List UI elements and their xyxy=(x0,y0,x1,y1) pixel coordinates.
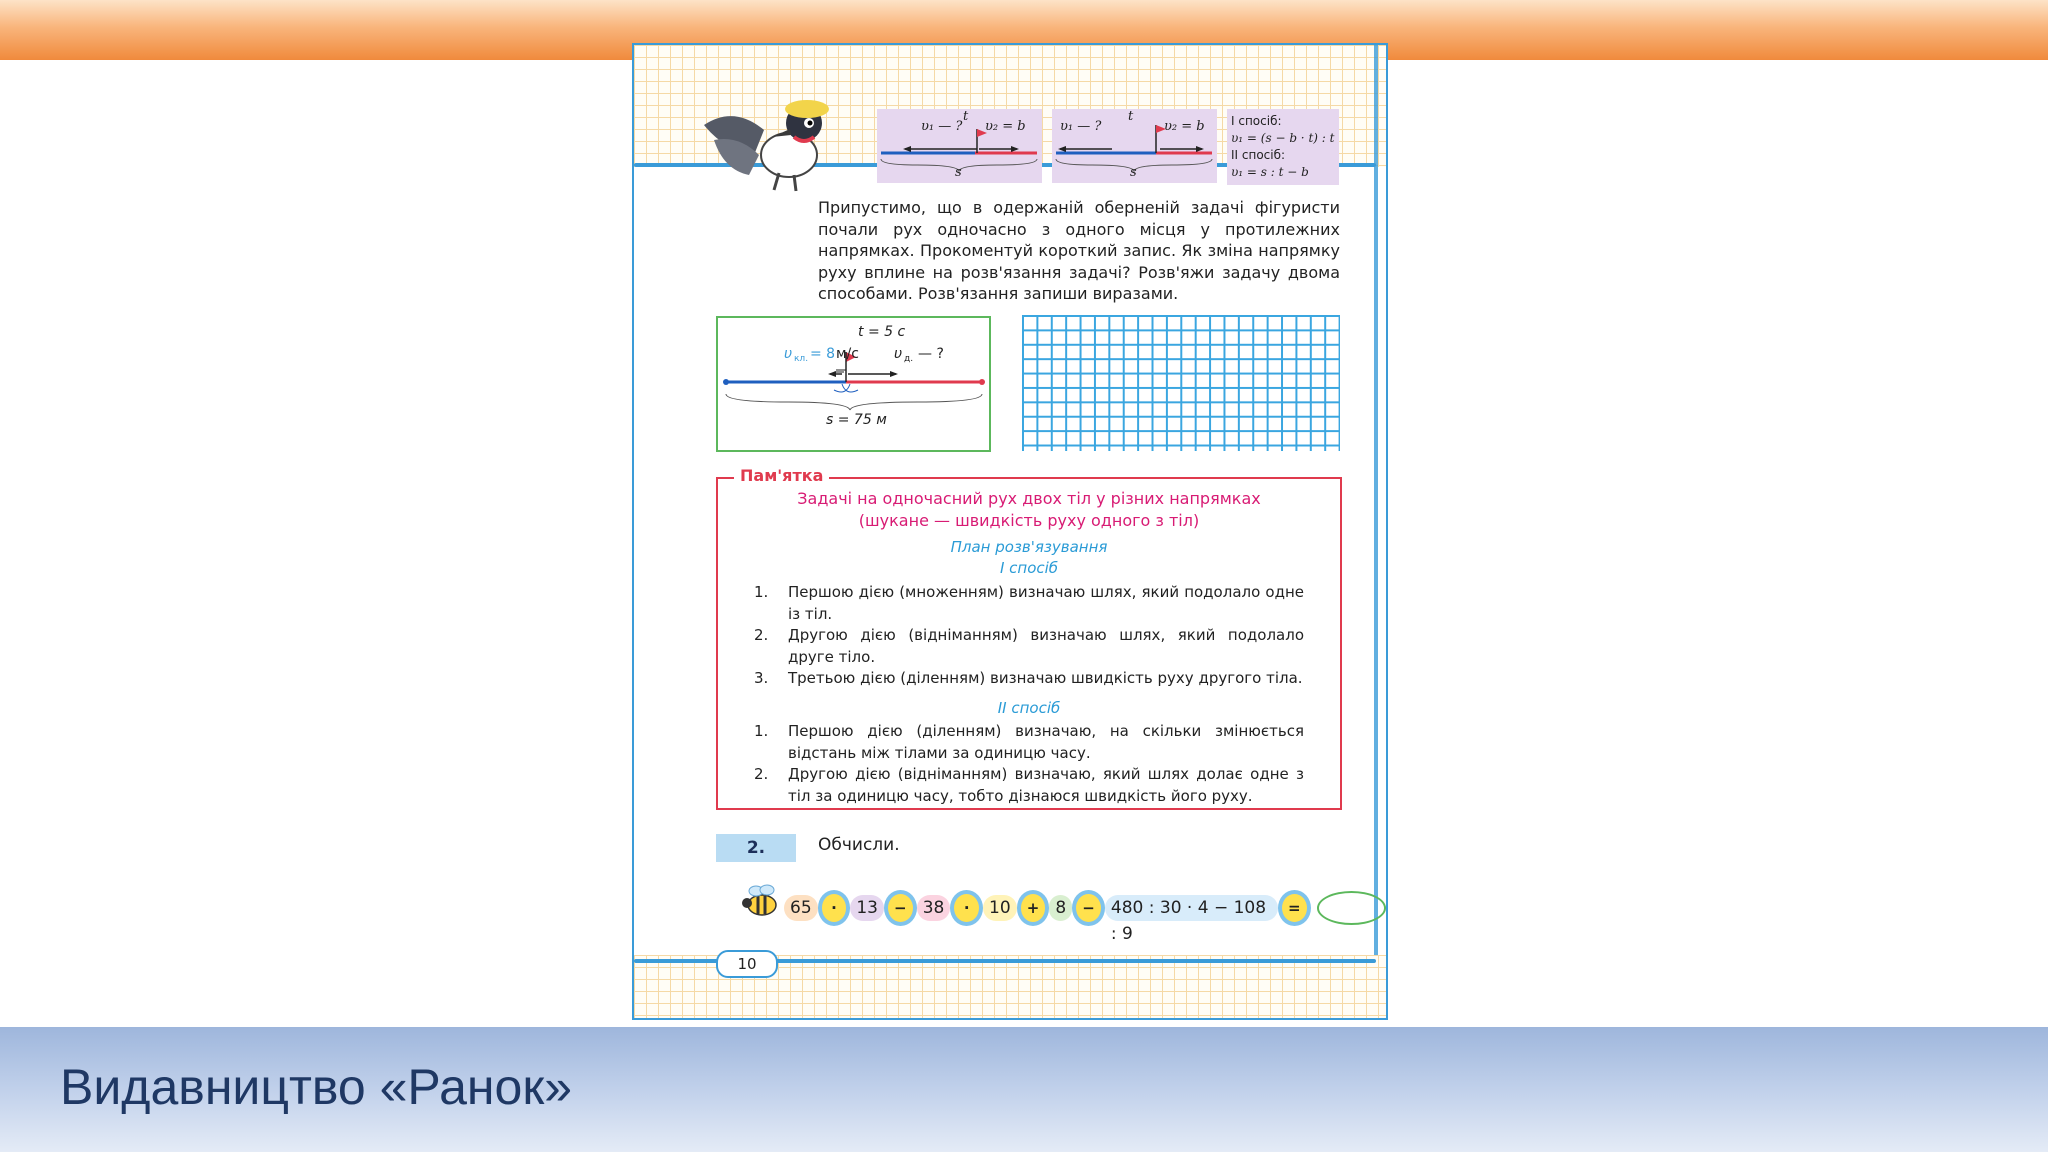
diagram-distance: s = 75 м xyxy=(826,412,887,428)
diagram-v1-label: υ xyxy=(784,346,793,362)
scheme-1 xyxy=(877,109,1042,183)
memo-title: Пам'ятка xyxy=(734,466,829,485)
step-text: Першою дією (множенням) визначаю шлях, який подолало одне із тіл. xyxy=(788,583,1304,623)
motion-diagram xyxy=(716,316,991,452)
calculation-chain xyxy=(784,888,1386,944)
method-1-label: I спосіб: xyxy=(1231,114,1282,128)
step-number: 1. xyxy=(754,722,769,740)
diagram-v2-label: υ xyxy=(894,346,903,362)
step-text: Третьою дією (діленням) визначаю швидкість руху другого тіла. xyxy=(788,669,1303,687)
diagram-v1-unit: м/с xyxy=(836,346,859,362)
answer-oval[interactable] xyxy=(1317,891,1386,925)
task-2-number: 2. xyxy=(716,834,796,862)
chain-number: 10 xyxy=(983,895,1017,921)
memo-plan: План розв'язування xyxy=(950,538,1108,556)
memo-m1-step-1 xyxy=(754,582,1304,625)
step-number: 3. xyxy=(754,669,769,687)
scheme-2-s: s xyxy=(1130,165,1137,180)
step-text: Другою дією (відніманням) визначаю шлях, який подолало друге тіло. xyxy=(788,626,1304,666)
chain-number: 38 xyxy=(917,895,951,921)
flower-operator: − xyxy=(888,894,913,922)
diagram-v1-value: = 8 xyxy=(810,346,836,362)
exercise-grid xyxy=(1022,315,1340,451)
method-2-formula: υ₁ = s : t − b xyxy=(1231,165,1309,179)
step-text: Першою дією (діленням) визначаю, на скільки змінюється відстань між тілами за одиницю часу. xyxy=(788,722,1304,762)
memo-method-1: I спосіб xyxy=(999,559,1059,577)
step-number: 1. xyxy=(754,583,769,601)
flower-operator: + xyxy=(1021,894,1046,922)
magpie-illustration xyxy=(694,85,844,195)
method-2-label: II спосіб: xyxy=(1231,148,1286,162)
scheme-1-s: s xyxy=(955,165,962,180)
page-number: 10 xyxy=(716,950,778,978)
chain-number: 8 xyxy=(1049,895,1072,921)
page-edge xyxy=(1374,45,1378,1020)
task-2-text: Обчисли. xyxy=(818,835,900,855)
memo-subtitle-1: Задачі на одночасний рух двох тіл у різних напрямках xyxy=(797,489,1261,508)
flower-operator: = xyxy=(1282,894,1307,922)
chain-number: 65 xyxy=(784,895,818,921)
scheme-1-v2: υ₂ = b xyxy=(985,119,1026,134)
chain-expression: 480 : 30 · 4 − 108 : 9 xyxy=(1105,895,1278,921)
scheme-1-t: t xyxy=(963,109,969,124)
task-text: Припустимо, що в одержаній оберненій задачі фігуристи почали рух одночасно з одного місця у протилежних напрямках. Прокоментуй короткий запис. Як зміна напрямку руху вплине на розв'язання задачі? Розв'яжи задачу двома способами. Розв'язання запиши виразами. xyxy=(818,198,1340,303)
memo-m1-step-2 xyxy=(754,625,1304,668)
step-number: 2. xyxy=(754,765,769,783)
method-1-formula: υ₁ = (s − b · t) : t xyxy=(1231,131,1335,145)
bee-icon xyxy=(738,879,782,923)
step-number: 2. xyxy=(754,626,769,644)
memo-m2-step-2 xyxy=(754,764,1304,807)
scheme-1-v1: υ₁ — ? xyxy=(921,119,963,134)
flower-operator: · xyxy=(954,894,979,922)
flower-operator: − xyxy=(1076,894,1101,922)
scheme-2-v1: υ₁ — ? xyxy=(1060,119,1102,134)
memo-subtitle-2: (шукане — швидкість руху одного з тіл) xyxy=(858,511,1200,530)
diagram-v1-sub: кл. xyxy=(794,354,809,364)
methods-box xyxy=(1227,109,1339,185)
diagram-time: t = 5 с xyxy=(858,324,906,340)
scheme-2-t: t xyxy=(1128,109,1134,124)
diagram-v2-sub: д. xyxy=(904,354,914,364)
scheme-2 xyxy=(1052,109,1217,183)
scheme-2-v2: υ₂ = b xyxy=(1164,119,1205,134)
textbook-page xyxy=(632,43,1388,1020)
memo-m1-step-3 xyxy=(754,668,1304,690)
diagram-v2-value: — ? xyxy=(918,346,944,362)
publisher-name: Видавництво «Ранок» xyxy=(60,1059,573,1115)
flower-operator: · xyxy=(822,894,847,922)
memo-m2-step-1 xyxy=(754,721,1304,764)
step-text: Другою дією (відніманням) визначаю, який шлях долає одне з тіл за одиницю часу, тобто дізнаюся швидкість його руху. xyxy=(788,765,1304,805)
chain-number: 13 xyxy=(850,895,884,921)
memo-method-2: II спосіб xyxy=(997,699,1061,717)
